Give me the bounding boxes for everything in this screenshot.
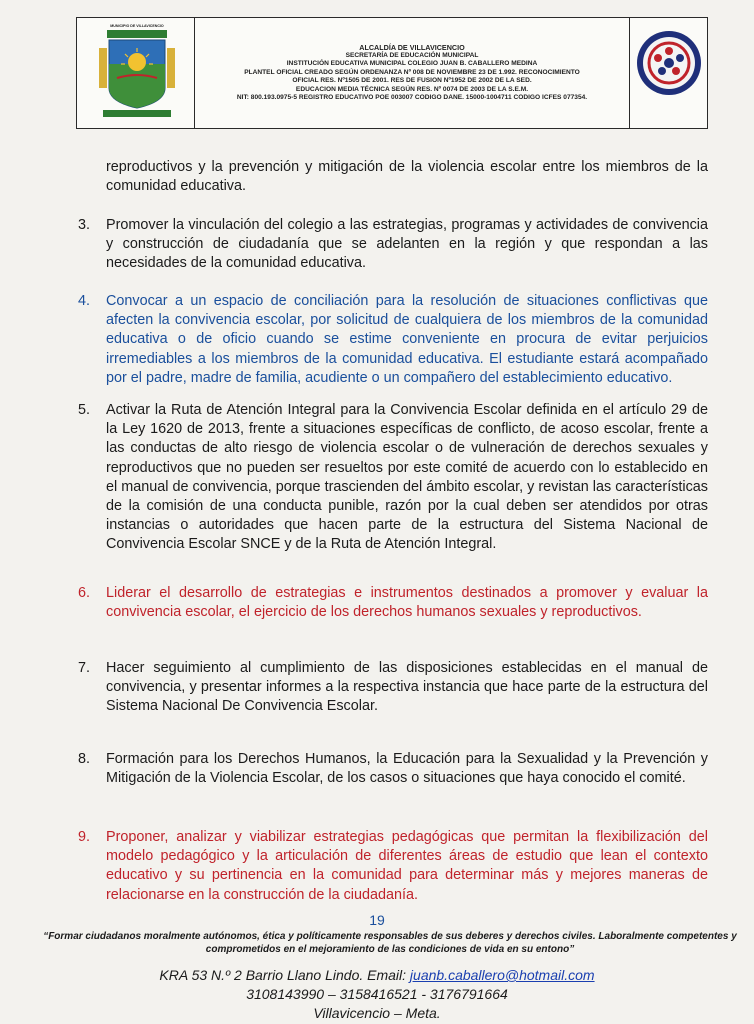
- institutional-motto: “Formar ciudadanos moralmente autónomos, ética y políticamente responsables de sus deberes y derechos civiles. Laboralmente competentes y comprometidos en el mejoramiento de las condiciones de vida en su entono”: [43, 931, 737, 955]
- header-line-6: EDUCACION MEDIA TÉCNICA SEGÚN RES. Nº 0074 DE 2003 DE LA S.E.M.: [295, 85, 529, 93]
- list-item: [78, 584, 708, 622]
- item-number: 4.: [78, 293, 91, 309]
- item-number: 5.: [78, 402, 91, 418]
- header-line-2: SECRETARÍA DE EDUCACIÓN MUNICIPAL: [345, 51, 479, 59]
- list-item: [78, 216, 708, 274]
- header-line-5: OFICIAL RES. Nº1505 DE 2001. RES DE FUSION Nº1952 DE 2002 DE LA SED.: [292, 77, 532, 85]
- item-number: 9.: [78, 829, 91, 845]
- list-item: [78, 401, 708, 555]
- footer: [0, 966, 754, 1023]
- municipality-logo-cell: [77, 18, 195, 128]
- item-number: 7.: [78, 660, 91, 676]
- item-continuation-text: reproductivos y la prevención y mitigación de la violencia escolar entre los miembros de la comunidad educativa.: [106, 159, 708, 195]
- list-item: [78, 828, 708, 905]
- footer-address: KRA 53 N.º 2 Barrio Llano Lindo. Email:: [159, 967, 410, 983]
- item-number: 8.: [78, 751, 91, 767]
- school-seal-icon: [630, 18, 708, 128]
- email-link[interactable]: juanb.caballero@hotmail.com: [409, 967, 595, 983]
- header-line-4: PLANTEL OFICIAL CREADO SEGÚN ORDENANZA Nº 008 DE NOVIEMBRE 23 DE 1.992. RECONOCIMIENTO: [244, 68, 580, 76]
- item-text: Promover la vinculación del colegio a las estrategias, programas y actividades de convivencia y construcción de ciudadanía que se adelanten en la región y que respondan a las necesidades de la comunidad educativa.: [106, 217, 708, 272]
- letterhead-text: [195, 18, 629, 128]
- school-seal-cell: [629, 18, 707, 128]
- municipality-shield-icon: [77, 18, 195, 128]
- item-text: Activar la Ruta de Atención Integral para la Convivencia Escolar definida en el artículo 29 de la Ley 1620 de 2013, frente a situaciones específicas de conflicto, de acoso escolar, frente a las conductas de alto riesgo de violencia escolar o de vulneración de derechos sexuales y reproductivos que no pueden ser resueltos por este comité de acuerdo con lo establecido en el manual de convivencia, porque trascienden del ámbito escolar, y revistan las características de la comisión de una conducta punible, razón por la cual deben ser atendidos por otras instancias o autoridades que hacen parte de la estructura del Sistema Nacional de Convivencia Escolar SNCE y de la Ruta de Atención Integral.: [106, 402, 708, 553]
- header-line-1: ALCALDÍA DE VILLAVICENCIO: [359, 42, 465, 52]
- footer-city: Villavicencio – Meta.: [313, 1005, 441, 1021]
- item-text: Liderar el desarrollo de estrategias e instrumentos destinados a promover y evaluar la convivencia escolar, el ejercicio de los derechos humanos sexuales y reproductivos.: [106, 585, 708, 621]
- municipality-logo-label: MUNICIPIO DE VILLAVICENCIO: [110, 24, 164, 28]
- list-item: [78, 750, 708, 788]
- page-number: 19: [369, 912, 385, 928]
- list-item: [78, 292, 708, 388]
- item-text: Formación para los Derechos Humanos, la Educación para la Sexualidad y la Prevención y Mitigación de la Violencia Escolar, de los casos o situaciones que haya conocido el comité.: [106, 751, 708, 787]
- item-number: 3.: [78, 217, 91, 233]
- item-text: Convocar a un espacio de conciliación para la resolución de situaciones conflictivas que afecten la convivencia escolar, por solicitud de cualquiera de los miembros de la comunidad educativa o de oficio cuando se estime conveniente en procura de evitar perjuicios irremediables a los miembros de la comunidad educativa. El estudiante estará acompañado por el padre, madre de familia, acudiente o un compañero del establecimiento educativo.: [106, 293, 708, 386]
- header-line-3: INSTITUCIÓN EDUCATIVA MUNICIPAL COLEGIO JUAN B. CABALLERO MEDINA: [286, 60, 538, 68]
- item-text: Hacer seguimiento al cumplimiento de las disposiciones establecidas en el manual de convivencia, y presentar informes a la respectiva instancia que hace parte de la estructura del Sistema Nacional De Convivencia Escolar.: [106, 660, 708, 715]
- footer-phones: 3108143990 – 3158416521 - 3176791664: [246, 986, 508, 1002]
- list-item: [78, 659, 708, 717]
- letterhead: [76, 17, 708, 129]
- list-item: [78, 158, 708, 196]
- item-number: 6.: [78, 585, 91, 601]
- header-line-7: NIT: 800.193.0975-5 REGISTRO EDUCATIVO POE 003007 CODIGO DANE. 15000-1004711 CODIGO ICFES 077354.: [236, 94, 588, 102]
- footer-address-line: [0, 966, 754, 985]
- item-text: Proponer, analizar y viabilizar estrategias pedagógicas que permitan la flexibilización del modelo pedagógico y la articulación de diferentes áreas de estudio que lean el contexto educativo y su pertinencia en la comunidad para determinar más y mejores maneras de relacionarse en la construcción de la ciudadanía.: [106, 829, 708, 903]
